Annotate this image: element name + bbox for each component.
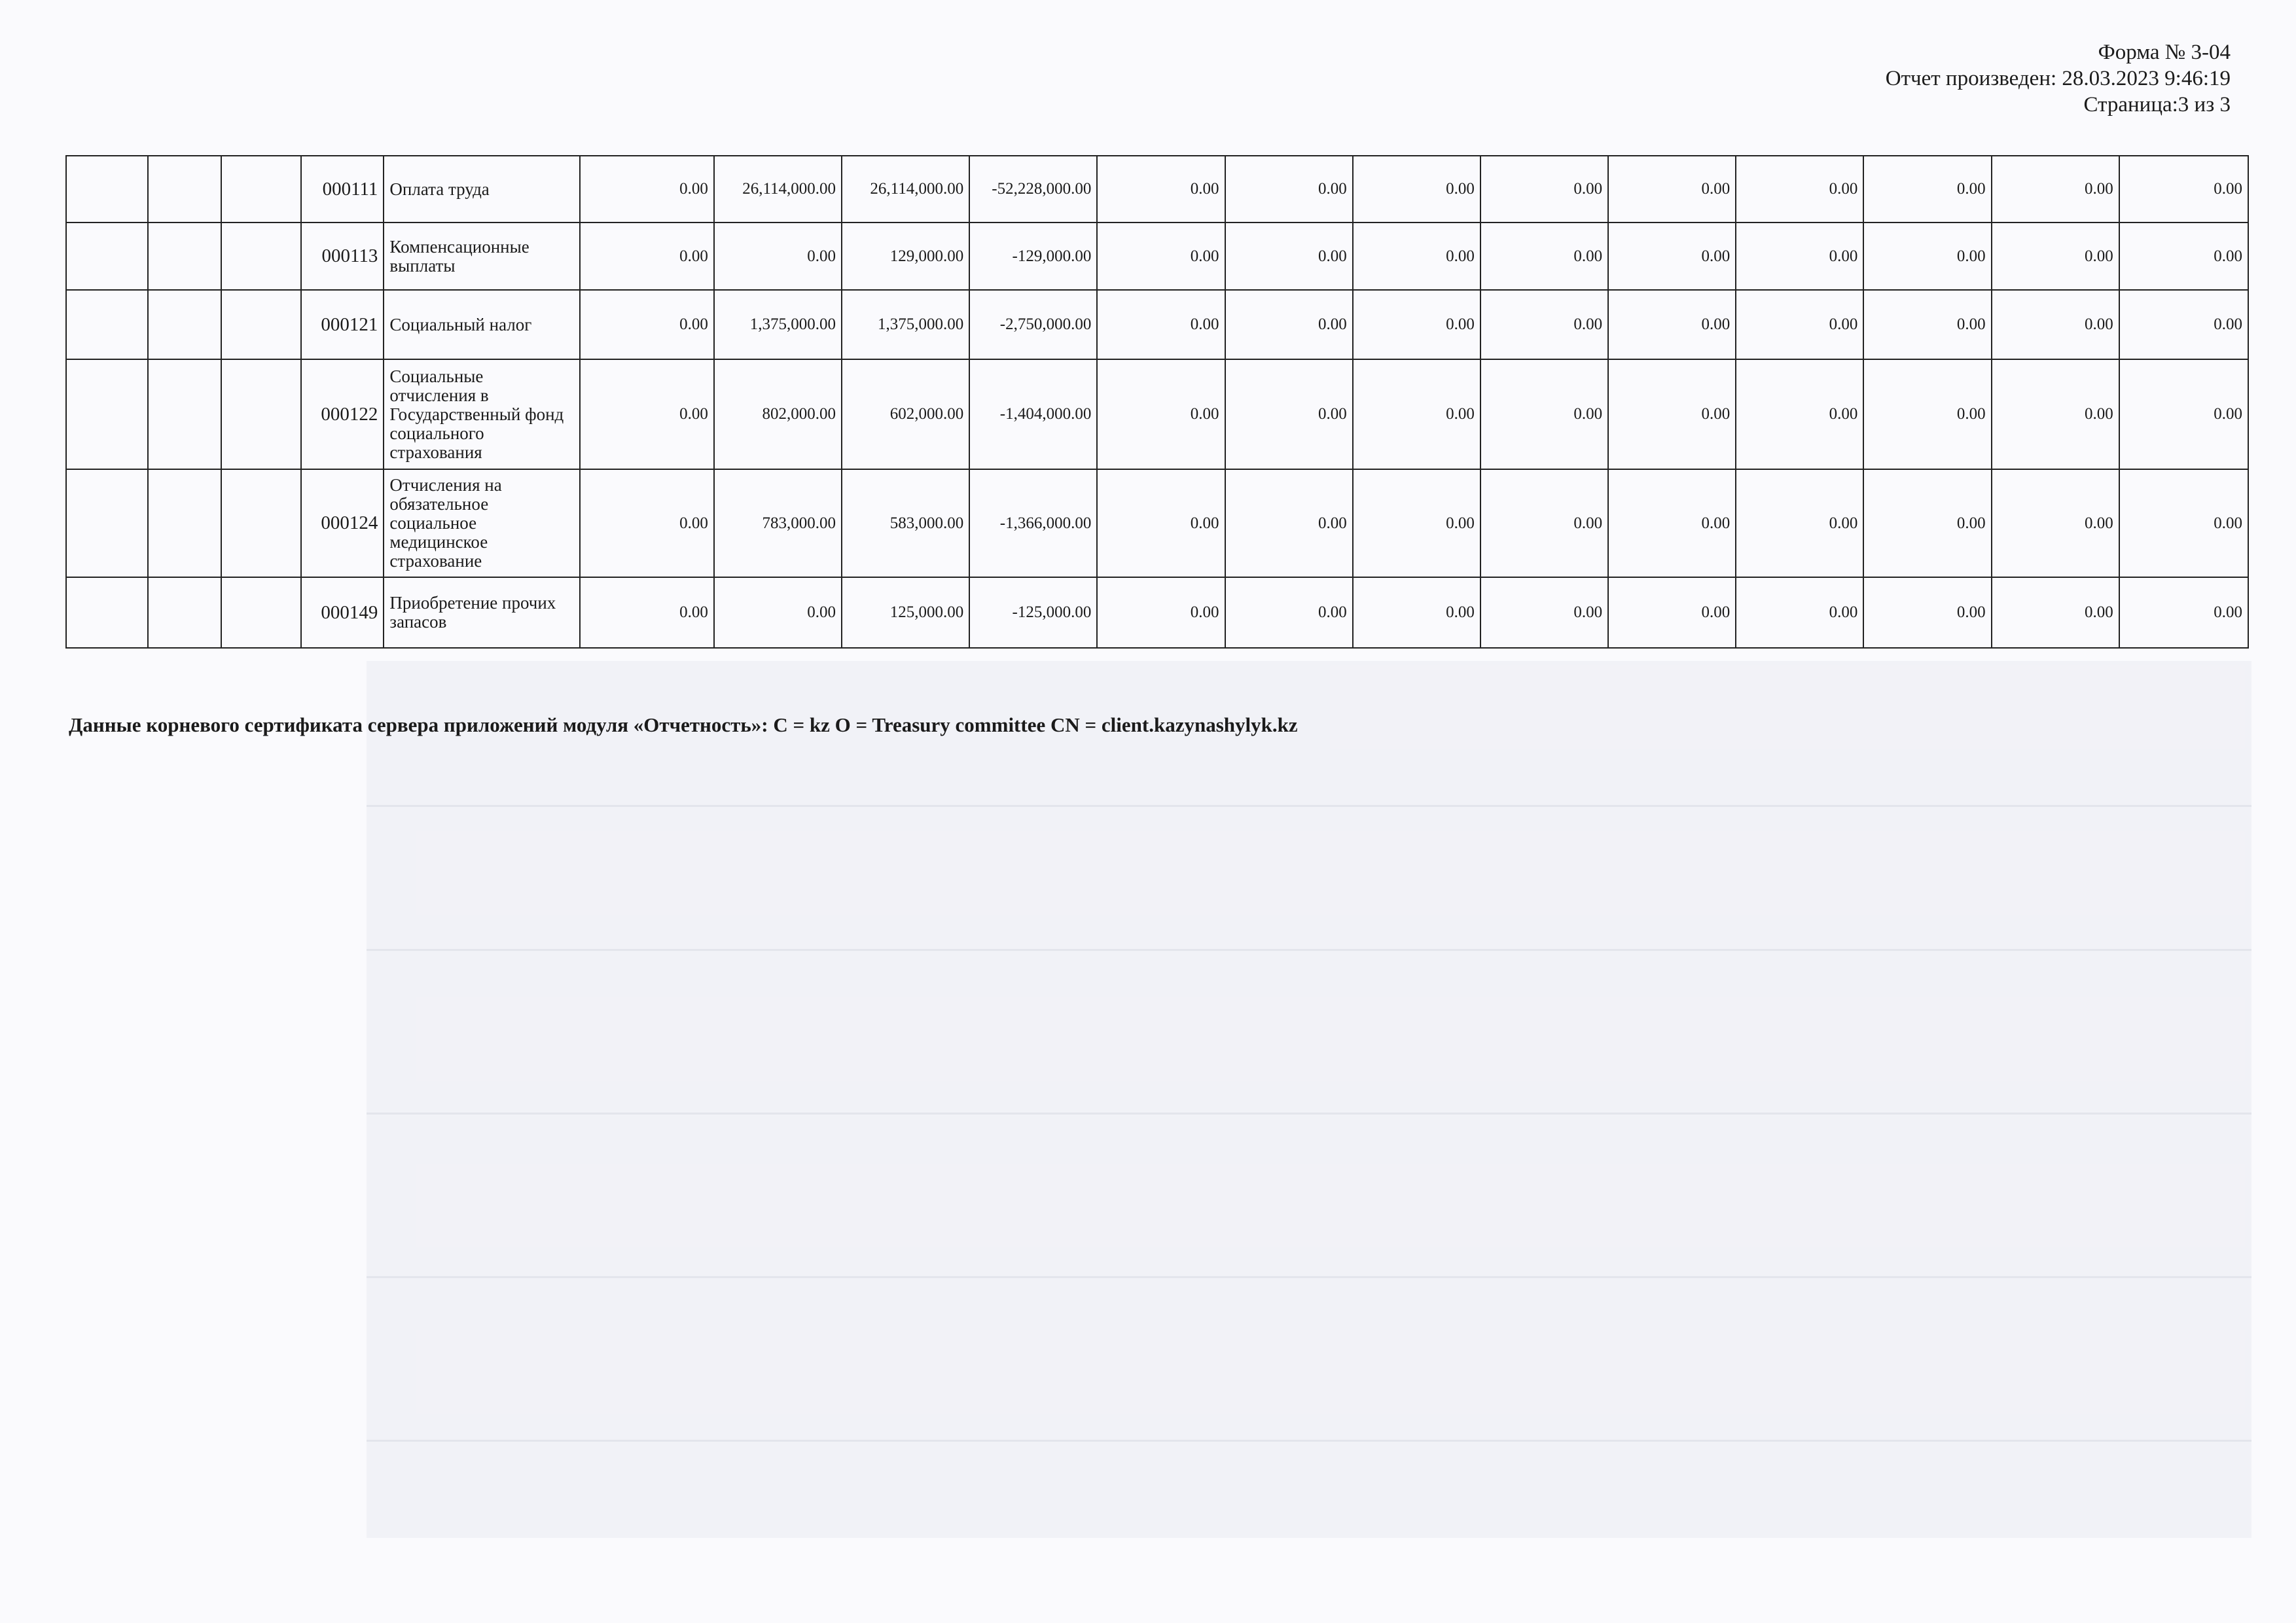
row-value: 0.00 xyxy=(1863,577,1991,648)
row-value: 0.00 xyxy=(2119,290,2248,359)
table-row xyxy=(66,290,2248,359)
row-name: Приобретение прочих запасов xyxy=(384,577,579,648)
empty-cell xyxy=(148,469,221,577)
show-through-line xyxy=(367,949,2251,951)
row-value: 0.00 xyxy=(1992,469,2119,577)
empty-cell xyxy=(221,359,301,469)
row-value: 0.00 xyxy=(1992,577,2119,648)
row-value: 0.00 xyxy=(1225,469,1353,577)
row-value: 0.00 xyxy=(1863,290,1991,359)
show-through-line xyxy=(367,1440,2251,1442)
form-number: Форма № 3-04 xyxy=(2098,41,2231,64)
certificate-note: Данные корневого сертификата сервера приложений модуля «Отчетность»: C = kz O = Treasury committee CN = client.kazynashylyk.kz xyxy=(69,713,1298,736)
row-value: 0.00 xyxy=(1863,223,1991,290)
row-value: 0.00 xyxy=(1992,359,2119,469)
table-row xyxy=(66,156,2248,223)
row-value: 26,114,000.00 xyxy=(842,156,969,223)
empty-cell xyxy=(66,359,148,469)
row-value: 1,375,000.00 xyxy=(842,290,969,359)
empty-cell xyxy=(66,156,148,223)
row-code: 000122 xyxy=(301,359,384,469)
row-value: 0.00 xyxy=(2119,156,2248,223)
row-value: 125,000.00 xyxy=(842,577,969,648)
row-value: 0.00 xyxy=(1097,223,1225,290)
row-value: 26,114,000.00 xyxy=(714,156,842,223)
row-code: 000121 xyxy=(301,290,384,359)
row-value: 0.00 xyxy=(1608,359,1736,469)
row-value: 583,000.00 xyxy=(842,469,969,577)
row-value: 0.00 xyxy=(1736,156,1863,223)
row-value: 0.00 xyxy=(1353,223,1480,290)
row-value: -129,000.00 xyxy=(969,223,1097,290)
empty-cell xyxy=(221,290,301,359)
empty-cell xyxy=(66,577,148,648)
row-value: 783,000.00 xyxy=(714,469,842,577)
table-row xyxy=(66,359,2248,469)
show-through-line xyxy=(367,1113,2251,1115)
row-value: 0.00 xyxy=(1863,359,1991,469)
row-value: 0.00 xyxy=(1353,290,1480,359)
row-value: 0.00 xyxy=(580,469,714,577)
row-value: -1,404,000.00 xyxy=(969,359,1097,469)
row-value: 0.00 xyxy=(2119,469,2248,577)
empty-cell xyxy=(221,469,301,577)
empty-cell xyxy=(221,223,301,290)
row-value: 0.00 xyxy=(1225,359,1353,469)
row-value: 129,000.00 xyxy=(842,223,969,290)
row-value: 0.00 xyxy=(1097,156,1225,223)
row-value: 0.00 xyxy=(2119,223,2248,290)
row-value: 0.00 xyxy=(1992,156,2119,223)
row-value: 0.00 xyxy=(1480,223,1608,290)
row-code: 000149 xyxy=(301,577,384,648)
row-value: 0.00 xyxy=(1608,577,1736,648)
row-value: 0.00 xyxy=(1225,223,1353,290)
row-value: 0.00 xyxy=(1097,469,1225,577)
row-value: -125,000.00 xyxy=(969,577,1097,648)
row-value: 0.00 xyxy=(1863,469,1991,577)
empty-cell xyxy=(148,156,221,223)
row-value: 0.00 xyxy=(714,577,842,648)
row-value: 0.00 xyxy=(580,223,714,290)
row-code: 000111 xyxy=(301,156,384,223)
row-value: -1,366,000.00 xyxy=(969,469,1097,577)
row-value: 0.00 xyxy=(1736,290,1863,359)
row-code: 000113 xyxy=(301,223,384,290)
empty-cell xyxy=(66,290,148,359)
show-through-line xyxy=(367,805,2251,807)
row-value: -52,228,000.00 xyxy=(969,156,1097,223)
row-value: 0.00 xyxy=(1225,156,1353,223)
row-value: 0.00 xyxy=(1353,156,1480,223)
row-value: 0.00 xyxy=(580,156,714,223)
row-value: 0.00 xyxy=(1608,469,1736,577)
row-value: 0.00 xyxy=(1225,290,1353,359)
row-name: Оплата труда xyxy=(384,156,579,223)
generated-timestamp: Отчет произведен: 28.03.2023 9:46:19 xyxy=(1885,67,2231,90)
row-value: 0.00 xyxy=(2119,577,2248,648)
row-value: 0.00 xyxy=(714,223,842,290)
row-value: 0.00 xyxy=(580,577,714,648)
row-value: 0.00 xyxy=(1608,290,1736,359)
empty-cell xyxy=(148,359,221,469)
row-value: -2,750,000.00 xyxy=(969,290,1097,359)
row-value: 0.00 xyxy=(1353,359,1480,469)
row-value: 0.00 xyxy=(1480,359,1608,469)
empty-cell xyxy=(221,156,301,223)
show-through-shade xyxy=(367,661,2251,1538)
row-value: 0.00 xyxy=(1225,577,1353,648)
row-name: Социальный налог xyxy=(384,290,579,359)
row-value: 0.00 xyxy=(1097,290,1225,359)
row-value: 0.00 xyxy=(580,359,714,469)
row-value: 0.00 xyxy=(1097,577,1225,648)
row-value: 0.00 xyxy=(1736,359,1863,469)
row-name: Социальные отчисления в Государственный фонд социального страхования xyxy=(384,359,579,469)
row-value: 0.00 xyxy=(1736,577,1863,648)
row-value: 0.00 xyxy=(1097,359,1225,469)
row-value: 0.00 xyxy=(2119,359,2248,469)
row-value: 0.00 xyxy=(1608,223,1736,290)
row-code: 000124 xyxy=(301,469,384,577)
row-value: 0.00 xyxy=(580,290,714,359)
row-value: 0.00 xyxy=(1480,156,1608,223)
row-value: 0.00 xyxy=(1480,290,1608,359)
empty-cell xyxy=(221,577,301,648)
row-value: 0.00 xyxy=(1863,156,1991,223)
row-name: Компенсационные выплаты xyxy=(384,223,579,290)
table-row xyxy=(66,223,2248,290)
empty-cell xyxy=(66,469,148,577)
row-value: 0.00 xyxy=(1480,577,1608,648)
row-value: 0.00 xyxy=(1353,577,1480,648)
row-value: 0.00 xyxy=(1992,223,2119,290)
row-value: 0.00 xyxy=(1992,290,2119,359)
row-value: 0.00 xyxy=(1480,469,1608,577)
report-table xyxy=(65,155,2249,649)
row-value: 0.00 xyxy=(1608,156,1736,223)
row-name: Отчисления на обязательное социальное медицинское страхование xyxy=(384,469,579,577)
empty-cell xyxy=(66,223,148,290)
empty-cell xyxy=(148,223,221,290)
table-row xyxy=(66,469,2248,577)
row-value: 802,000.00 xyxy=(714,359,842,469)
table-row xyxy=(66,577,2248,648)
show-through-line xyxy=(367,1276,2251,1278)
empty-cell xyxy=(148,577,221,648)
page-indicator: Страница:3 из 3 xyxy=(2083,93,2231,116)
empty-cell xyxy=(148,290,221,359)
row-value: 0.00 xyxy=(1353,469,1480,577)
row-value: 0.00 xyxy=(1736,469,1863,577)
row-value: 1,375,000.00 xyxy=(714,290,842,359)
row-value: 602,000.00 xyxy=(842,359,969,469)
row-value: 0.00 xyxy=(1736,223,1863,290)
report-header xyxy=(1886,39,2231,118)
